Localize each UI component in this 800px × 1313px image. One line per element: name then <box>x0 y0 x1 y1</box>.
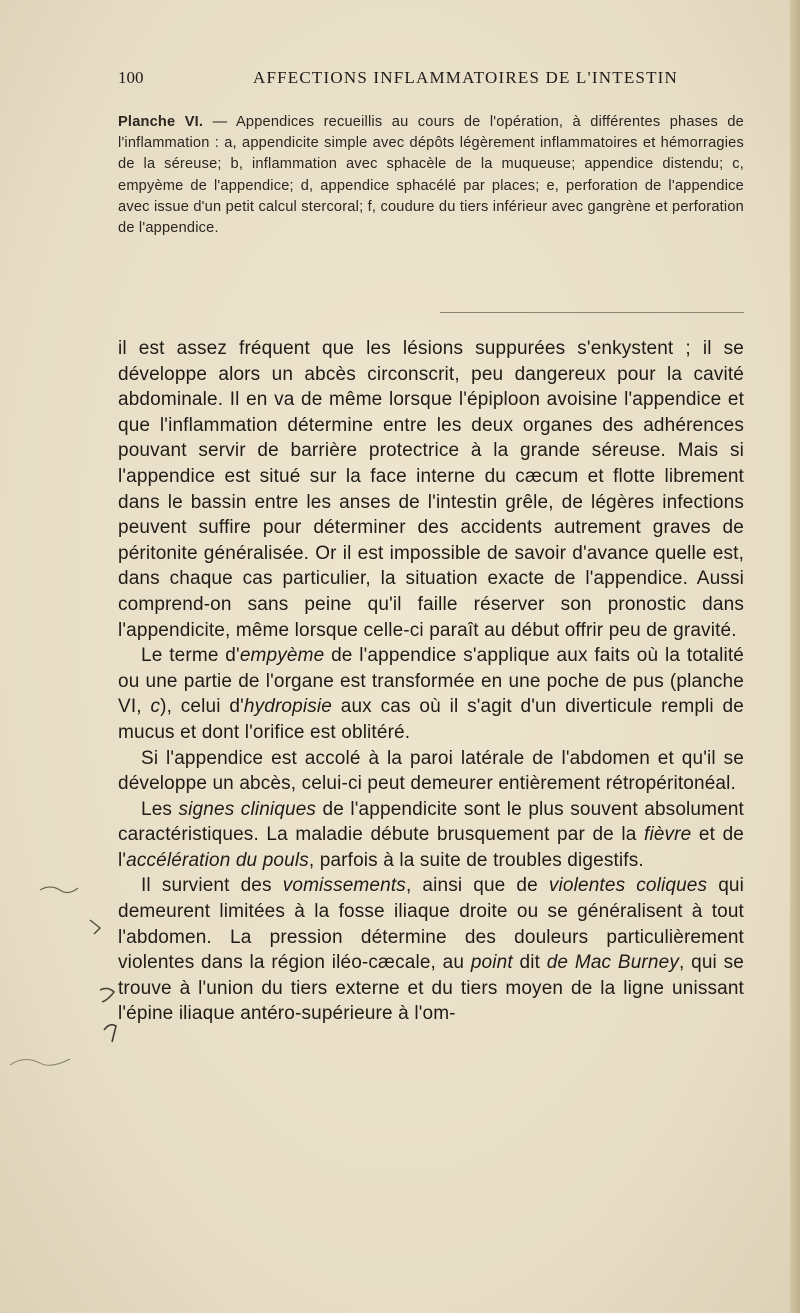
text-run: Il survient des <box>141 875 283 897</box>
text-run: ), celui d' <box>160 696 244 718</box>
running-title: AFFECTIONS INFLAMMATOIRES DE L'INTESTIN <box>253 68 678 87</box>
paragraph-3: Si l'appendice est accolé à la paroi latérale de l'abdomen et qu'il se développe un abcès, celui-ci peut demeurer entièrement rétropéritonéal. <box>118 747 744 795</box>
italic-term: point <box>470 952 513 974</box>
text-run: de l'appendicite sont le plus souvent absolument caractéristiques. La maladie débute brusquement par de la <box>118 798 744 846</box>
italic-term: signes cliniques <box>178 798 317 820</box>
text-run: aux cas où il s'agit d'un diverticule rempli de mucus et dont l'orifice est oblitéré. <box>118 696 744 743</box>
italic-term: violentes coliques <box>548 875 708 897</box>
paragraph-4 <box>118 797 744 874</box>
margin-annotation-marks <box>0 880 125 1080</box>
text-run: qui demeurent limitées à la fosse iliaque droite ou se généralisent à tout l'abdomen. La pression détermine des douleurs particulièrement violentes dans la région iléo-cæcale, au <box>118 875 745 974</box>
text-run: et de l' <box>118 824 744 871</box>
italic-term: accélération du pouls <box>126 849 309 871</box>
text-run: Les <box>141 798 179 820</box>
paragraph-1: il est assez fréquent que les lésions suppurées s'enkystent ; il se développe alors un abcès circonscrit, peu dangereux pour la cavité abdominale. Il en va de même lorsque l'épiploon avoisine l'appendice et que l'inflammation détermine entre les deux organes des adhérences pouvant servir de barrière protectrice à la grande séreuse. Mais si l'appendice est situé sur la face interne du cæcum et flotte librement dans le bassin entre les anses de l'intestin grêle, de légères infections peuvent suffire pour déterminer des accidents autrement graves de péritonite généralisée. Or il est impossible de savoir d'avance quelle est, dans chaque cas particulier, la situation exacte de l'appendice. Aussi comprend-on sans peine qu'il faille réserver son pronostic dans l'appendicite, même lorsque celle-ci paraît au début offrir peu de gravité. <box>118 338 744 641</box>
paragraph-2 <box>118 643 744 745</box>
italic-term: de Mac Burney <box>546 952 679 974</box>
running-header <box>118 68 678 88</box>
paragraph-5 <box>118 873 744 1027</box>
plate-caption-text: — Appendices recueillis au cours de l'opération, à différentes phases de l'inflammation : a, appendicite simple avec dépôts légèrement inflammatoires et hémorragies de la séreuse; b, inflammation avec sphacèle de la muqueuse; appendice distendu; c, empyème de l'appendice; d, appendice sphacélé par places; e, perforation de l'appendice avec issue d'un petit calcul stercoral; f, coudure du tiers inférieur avec gangrène et perforation de l'appendice. <box>118 114 744 237</box>
italic-term: empyème <box>239 645 325 667</box>
text-run: dit <box>512 952 547 974</box>
text-run: , qui se trouve à l'union du tiers externe et du tiers moyen de la ligne unissant l'épine iliaque antéro-supérieure à l'om- <box>118 952 744 1025</box>
italic-term: vomissements <box>282 875 406 897</box>
italic-term: hydropisie <box>243 696 332 718</box>
text-run: , parfois à la suite de troubles digestifs. <box>308 849 644 871</box>
italic-term: fièvre <box>644 824 692 846</box>
page-edge <box>790 0 800 1313</box>
main-text <box>118 336 744 1027</box>
italic-term: c <box>150 696 161 718</box>
plate-caption <box>118 112 744 239</box>
plate-title: Planche VI. <box>118 114 204 130</box>
text-run: Le terme d' <box>141 645 240 667</box>
page-number: 100 <box>118 68 144 87</box>
caption-divider <box>440 312 744 313</box>
text-run: , ainsi que de <box>405 875 549 897</box>
text-run: de l'appendice s'applique aux faits où la totalité ou une partie de l'organe est transformée en une poche de pus (planche VI, <box>118 645 745 718</box>
